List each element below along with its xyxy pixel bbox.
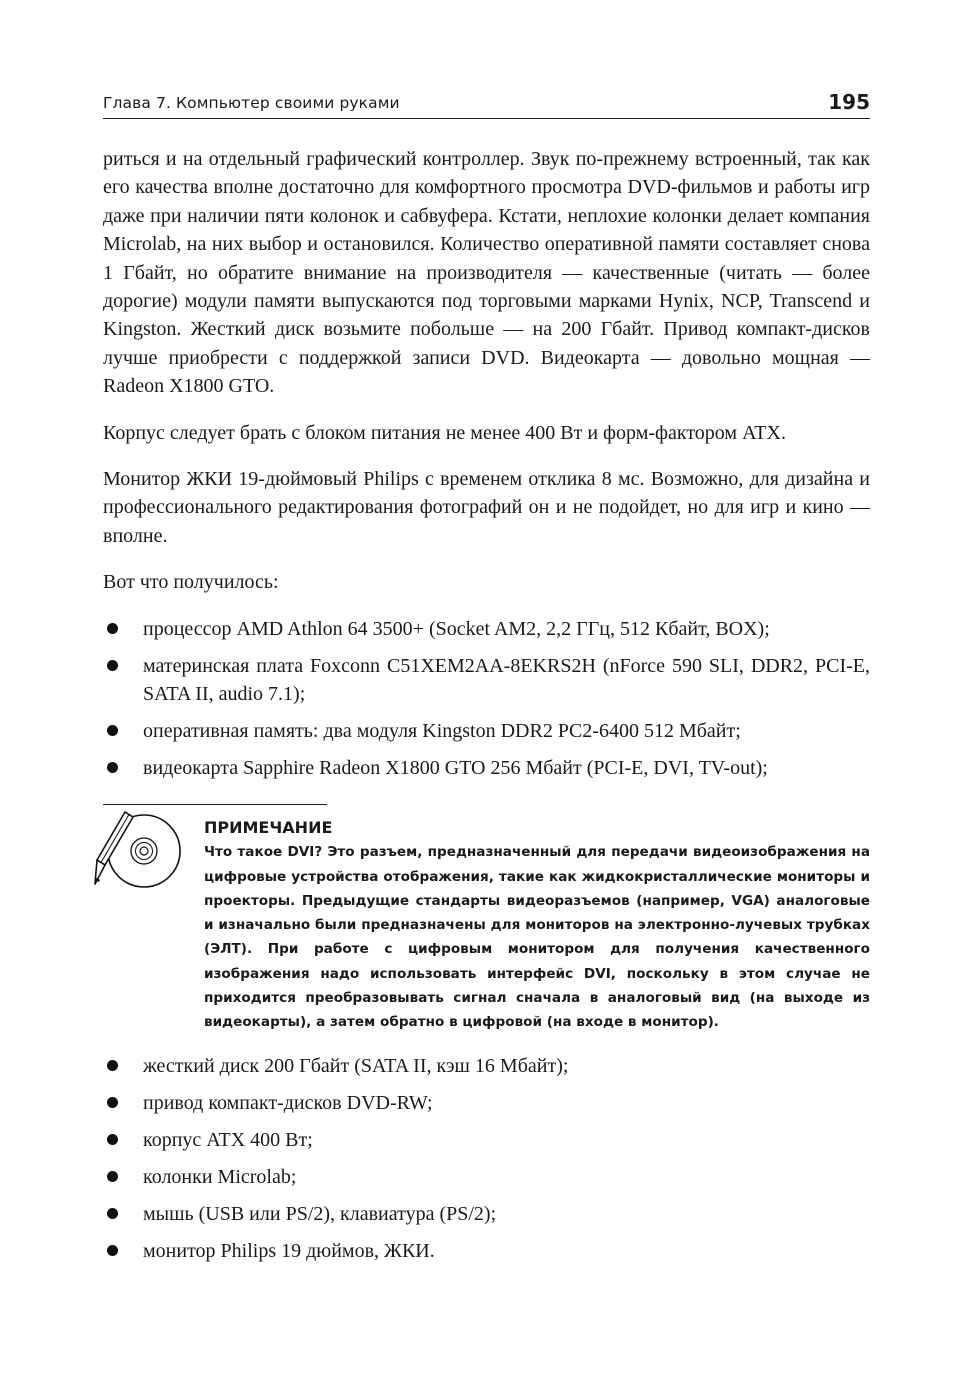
bullet-icon xyxy=(107,1171,118,1182)
component-list xyxy=(103,615,870,783)
bullet-icon xyxy=(107,1245,118,1256)
list-item-text: материнская плата Foxconn C51XEM2AA-8EKRS2H (nForce 590 SLI, DDR2, PCI-E, SATA II, audio 7.1); xyxy=(143,654,870,705)
bullet-icon xyxy=(107,1097,118,1108)
bullet-icon xyxy=(107,1134,118,1145)
list-item-text: оперативная память: два модуля Kingston DDR2 PC2-6400 512 Мбайт; xyxy=(143,719,741,742)
note-title: ПРИМЕЧАНИЕ xyxy=(204,818,333,838)
list-item xyxy=(103,652,870,709)
bullet-icon xyxy=(107,660,118,671)
note-rule xyxy=(103,804,327,805)
note-box xyxy=(103,804,870,1030)
list-item-text: видеокарта Sapphire Radeon X1800 GTO 256 Мбайт (PCI-E, DVI, TV-out); xyxy=(143,756,768,779)
bullet-icon xyxy=(107,725,118,736)
list-item xyxy=(103,1237,870,1265)
body-paragraph: риться и на отдельный графический контроллер. Звук по-прежнему встроенный, так как его качества вполне достаточно для комфортного просмотра DVD-фильмов и работы игр даже при наличии пяти колонок и сабвуфера. Кстати, неплохие колонки делает компания Microlab, на них выбор и остановился. Количество оперативной памяти составляет снова 1 Гбайт, но обратите внимание на производителя — качественные (читать — более дорогие) модули памяти выпускаются под торговыми марками Hynix, NCP, Transcend и Kingston. Жесткий диск возьмите побольше — на 200 Гбайт. Привод компакт-дисков лучше приобрести с поддержкой записи DVD. Видеокарта — довольно мощная — Radeon X1800 GTO. xyxy=(103,148,870,398)
list-item xyxy=(103,1052,870,1080)
pencil-disc-icon xyxy=(89,808,185,890)
list-item xyxy=(103,615,870,643)
list-item-text: монитор Philips 19 дюймов, ЖКИ. xyxy=(143,1239,435,1262)
chapter-title: Глава 7. Компьютер своими руками xyxy=(103,94,400,112)
list-item-text: процессор AMD Athlon 64 3500+ (Socket AM2, 2,2 ГГц, 512 Кбайт, BOX); xyxy=(143,617,770,640)
page-body xyxy=(103,145,870,1274)
list-item xyxy=(103,717,870,745)
list-item xyxy=(103,754,870,782)
bullet-icon xyxy=(107,1060,118,1071)
list-item-text: привод компакт-дисков DVD-RW; xyxy=(143,1092,433,1115)
body-paragraph: Вот что получилось: xyxy=(103,571,279,594)
bullet-icon xyxy=(107,1208,118,1219)
note-text: Что такое DVI? Это разъем, предназначенный для передачи видеоизображения на цифровые устройства отображения, такие как жидкокристаллические мониторы и проекторы. Предыдущие стандарты видеоразъемов (например, VGA) аналоговые и изначально были предназначены для мониторов на электронно-лучевых трубках (ЭЛТ). При работе с цифровым монитором для получения качественного изображения надо использовать интерфейс DVI, поскольку в этом случае не приходится преобразовывать сигнал сначала в аналоговый вид (на выходе из видеокарты), а затем обратно в цифровой (на входе в монитор). xyxy=(204,844,870,1031)
component-list-continued xyxy=(103,1052,870,1265)
list-item-text: жесткий диск 200 Гбайт (SATA II, кэш 16 Мбайт); xyxy=(143,1055,569,1078)
bullet-icon xyxy=(107,623,118,634)
list-item xyxy=(103,1163,870,1191)
list-item-text: мышь (USB или PS/2), клавиатура (PS/2); xyxy=(143,1202,497,1225)
body-paragraph: Корпус следует брать с блоком питания не менее 400 Вт и форм-фактором ATX. xyxy=(103,421,786,444)
list-item xyxy=(103,1126,870,1154)
list-item-text: корпус ATX 400 Вт; xyxy=(143,1129,313,1152)
page-number: 195 xyxy=(828,90,870,114)
bullet-icon xyxy=(107,762,118,773)
list-item xyxy=(103,1089,870,1117)
body-paragraph: Монитор ЖКИ 19-дюймовый Philips с временем отклика 8 мс. Возможно, для дизайна и профессионального редактирования фотографий он и не подойдет, но для игр и кино — вполне. xyxy=(103,468,870,547)
list-item xyxy=(103,1200,870,1228)
page-header xyxy=(103,92,870,119)
list-item-text: колонки Microlab; xyxy=(143,1165,297,1188)
